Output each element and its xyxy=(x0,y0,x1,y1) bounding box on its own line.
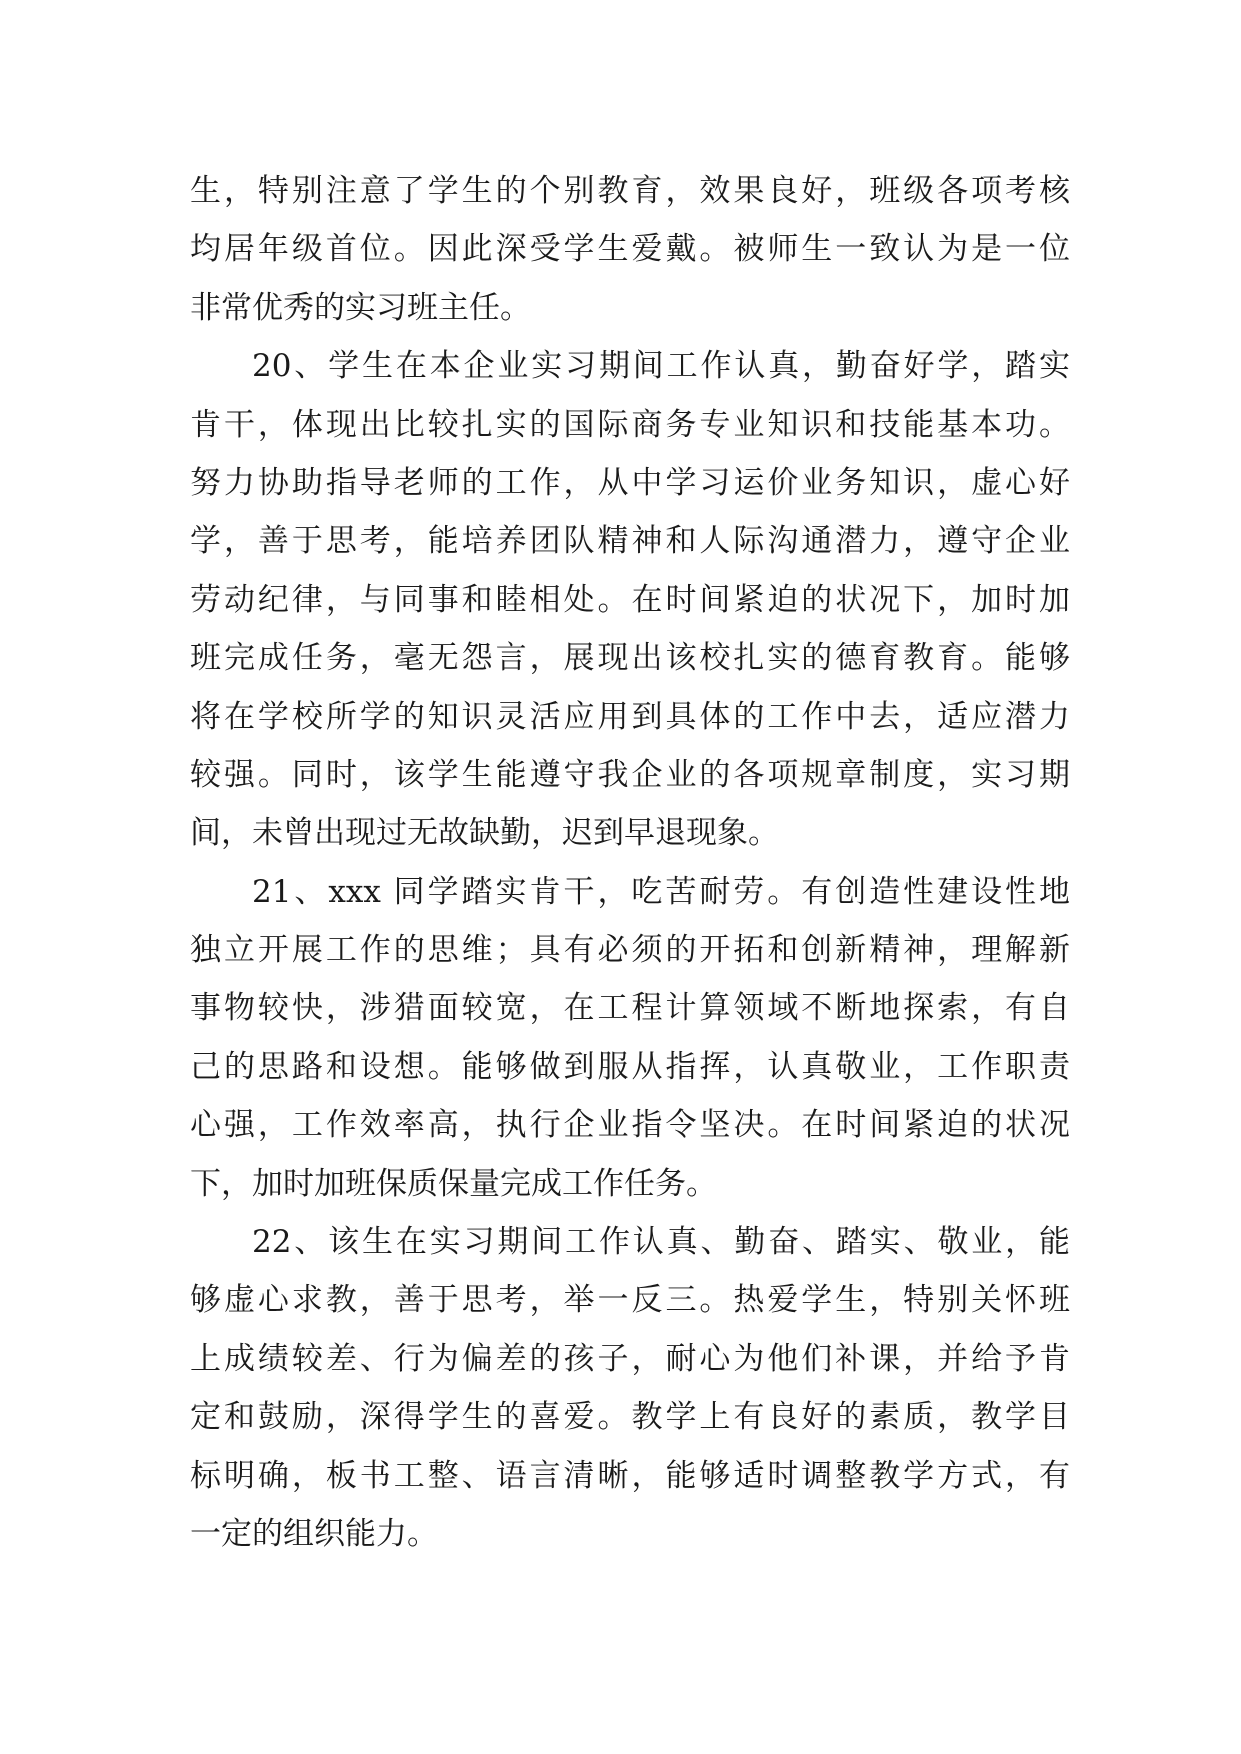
text-line: 间，未曾出现过无故缺勤，迟到早退现象。 xyxy=(190,815,779,852)
document-body xyxy=(190,162,1070,1563)
text-line: 较强。同时，该学生能遵守我企业的各项规章制度，实习期 xyxy=(190,756,1070,793)
text-line: 上成绩较差、行为偏差的孩子，耐心为他们补课，并给予肯 xyxy=(190,1340,1070,1377)
text-line: 够虚心求教，善于思考，举一反三。热爱学生，特别关怀班 xyxy=(190,1282,1070,1319)
text-line: 独立开展工作的思维；具有必须的开拓和创新精神，理解新 xyxy=(190,932,1070,969)
text-line: 生，特别注意了学生的个别教育，效果良好，班级各项考核 xyxy=(190,173,1070,209)
text-line: 劳动纪律，与同事和睦相处。在时间紧迫的状况下，加时加 xyxy=(190,581,1070,618)
paragraph-first-line: 22、该生在实习期间工作认真、勤奋、踏实、敬业，能 xyxy=(252,1224,1070,1261)
text-line: 下，加时加班保质保量完成工作任务。 xyxy=(190,1165,717,1202)
text-line: 定和鼓励，深得学生的喜爱。教学上有良好的素质，教学目 xyxy=(190,1399,1070,1436)
paragraph-first-line: 21、xxx 同学踏实肯干，吃苦耐劳。有创造性建设性地 xyxy=(252,873,1070,910)
text-line: 己的思路和设想。能够做到服从指挥，认真敬业，工作职责 xyxy=(190,1048,1070,1085)
text-line: 学，善于思考，能培养团队精神和人际沟通潜力，遵守企业 xyxy=(190,523,1070,560)
text-line: 一定的组织能力。 xyxy=(190,1515,438,1552)
text-line: 心强，工作效率高，执行企业指令坚决。在时间紧迫的状况 xyxy=(190,1107,1070,1144)
text-line: 肯干，体现出比较扎实的国际商务专业知识和技能基本功。 xyxy=(190,406,1070,443)
text-line: 努力协助指导老师的工作，从中学习运价业务知识，虚心好 xyxy=(190,464,1070,501)
text-line: 事物较快，涉猎面较宽，在工程计算领域不断地探索，有自 xyxy=(190,990,1070,1027)
text-line: 标明确，板书工整、语言清晰，能够适时调整教学方式，有 xyxy=(190,1457,1070,1494)
paragraph-first-line: 20、学生在本企业实习期间工作认真，勤奋好学，踏实 xyxy=(252,348,1070,385)
text-line: 将在学校所学的知识灵活应用到具体的工作中去，适应潜力 xyxy=(190,698,1070,735)
text-line: 非常优秀的实习班主任。 xyxy=(190,289,531,326)
text-line: 班完成任务，毫无怨言，展现出该校扎实的德育教育。能够 xyxy=(190,640,1070,677)
text-line: 均居年级首位。因此深受学生爱戴。被师生一致认为是一位 xyxy=(190,231,1070,268)
